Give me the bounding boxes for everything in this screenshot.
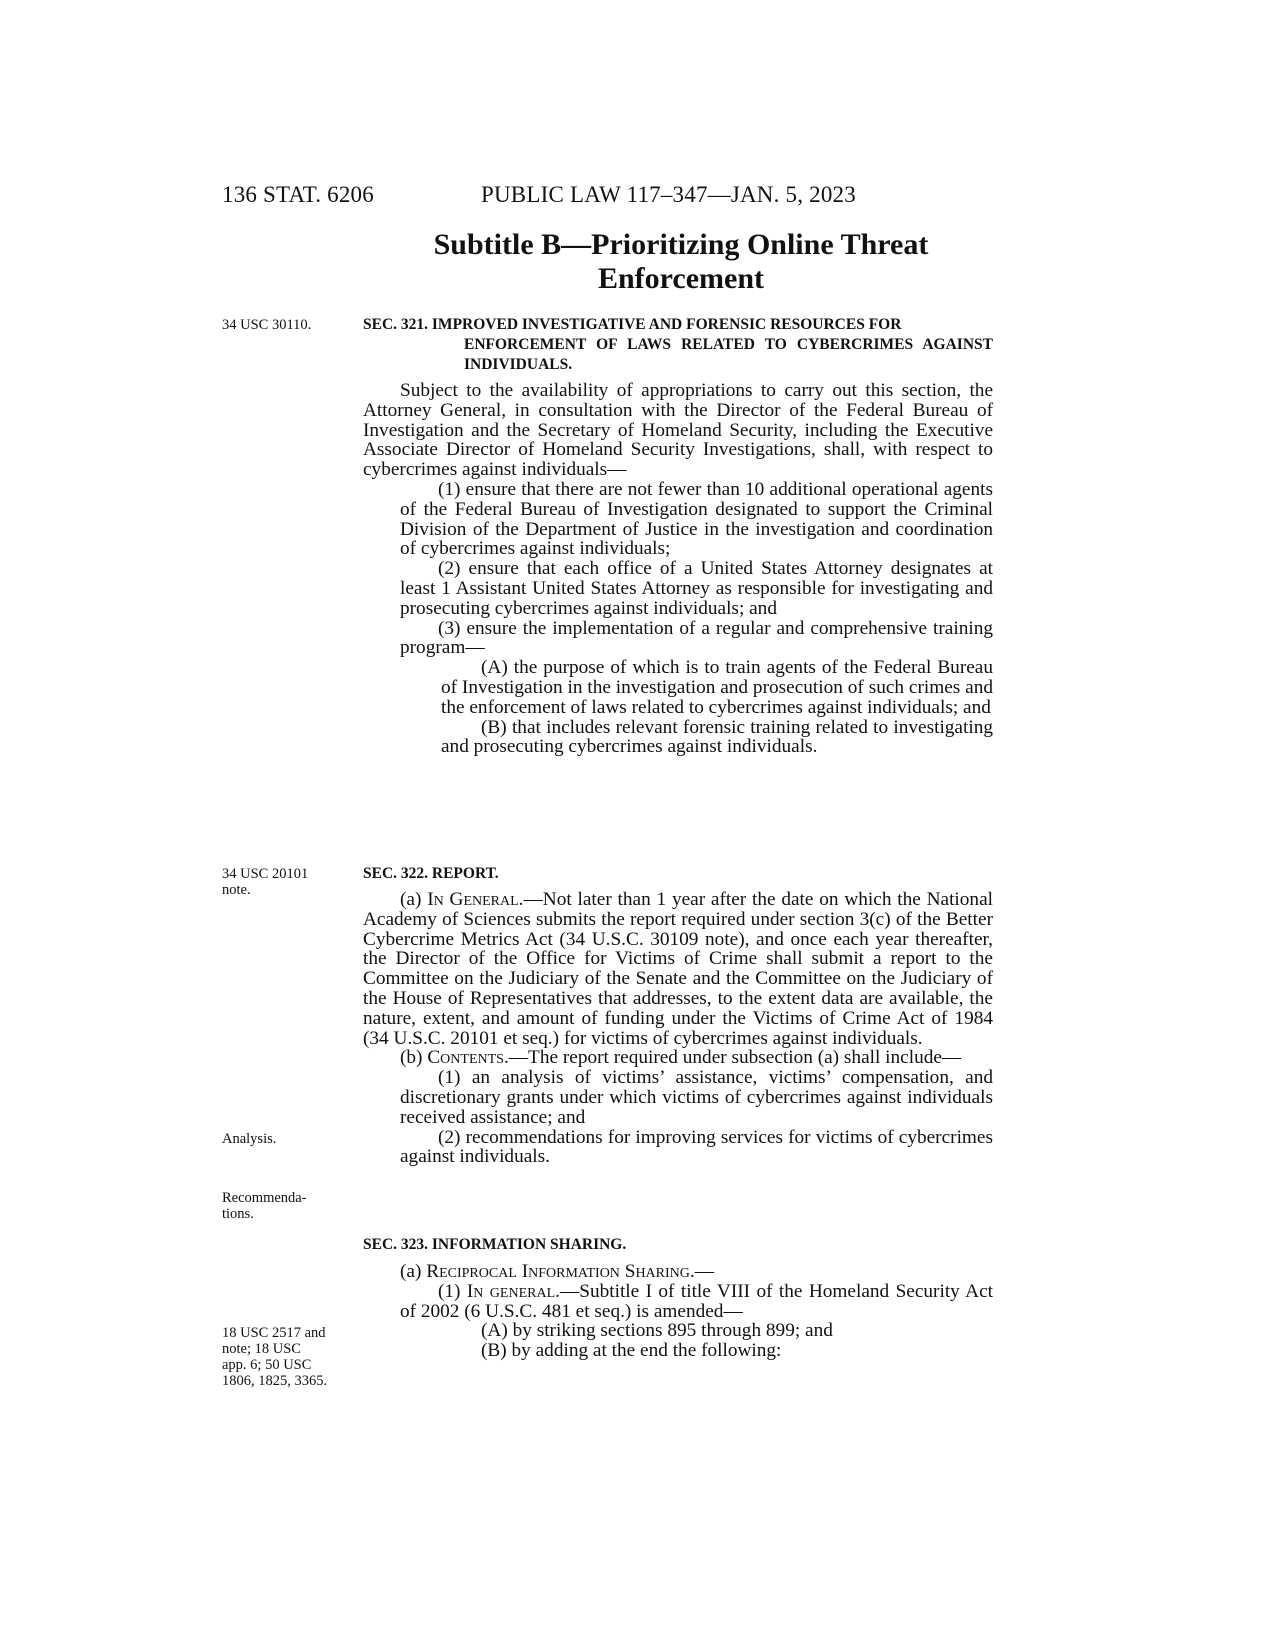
sec-322-para-2: (2) recommendations for improving services for victims of cybercrimes against individuals. xyxy=(400,1126,993,1168)
subsection-text: .—The report required under subsection (a) shall include— xyxy=(503,1047,962,1069)
sec-321-intro: Subject to the availability of appropriations to carry out this section, the Attorney General, in consultation with the Director of the Federal Bureau of Investigation and the Secretary of Homeland Security, including the Executive Associate Director of Homeland Security Investigations, shall, with respect to cybercrimes against individuals— xyxy=(363,380,993,481)
sec-323-heading: SEC. 323. INFORMATION SHARING. xyxy=(363,1236,627,1253)
subsection-title: In General xyxy=(427,889,519,910)
margin-note-line: app. 6; 50 USC xyxy=(222,1357,312,1373)
subsection-title: Contents xyxy=(427,1047,504,1069)
sec-323-subpara-b: (B) by adding at the end the following: xyxy=(481,1340,782,1362)
sec-321-subpara-b: (B) that includes relevant forensic training related to investigating and prosecuting cybercrimes against individuals. xyxy=(441,716,993,758)
sec-321-subpara-a: (A) the purpose of which is to train agents of the Federal Bureau of Investigation in the investigation and prosecution of such crimes and the enforcement of laws related to cybercrimes against individuals; and xyxy=(441,657,993,718)
paragraph-text: .—Subtitle I of title VIII of the Homeland Security Act of 2002 (6 U.S.C. 481 et seq.) is amended— xyxy=(400,1280,993,1322)
subsection-label: (b) xyxy=(400,1047,428,1069)
subtitle-line-1: Subtitle B—Prioritizing Online Threat xyxy=(433,228,929,261)
page-stat-citation: 136 STAT. 6206 xyxy=(222,182,374,207)
sec-321-heading xyxy=(363,315,993,374)
margin-note-34usc20101 xyxy=(222,866,347,898)
sec-323-subpara-a: (A) by striking sections 895 through 899; and xyxy=(481,1320,833,1342)
margin-note-line: note. xyxy=(222,882,251,898)
subsection-text: .—Not later than 1 year after the date on which the National Academy of Sciences submits the report required under section 3(c) of the Better Cybercrime Metrics Act (34 U.S.C. 30109 note), and once each year thereafter, the Director of the Office for Victims of Crime shall submit a report to the Committee on the Judiciary of the Senate and the Committee on the Judiciary of the House of Representatives that addresses, to the extent data are available, the nature, extent, and amount of funding under the Victims of Crime Act of 1984 (34 U.S.C. 20101 et seq.) for victims of cybercrimes against individuals. xyxy=(363,889,993,1049)
margin-note-line: 34 USC 20101 xyxy=(222,866,309,882)
paragraph-title: In general xyxy=(466,1280,556,1302)
paragraph-label: (1) xyxy=(438,1280,467,1302)
margin-note-34usc30110: 34 USC 30110. xyxy=(222,317,312,333)
sec-323-para-1 xyxy=(363,1282,993,1322)
sec-322-subsection-a xyxy=(363,890,993,1048)
subtitle-line-2: Enforcement xyxy=(597,262,765,295)
sec-321-heading-line1: SEC. 321. IMPROVED INVESTIGATIVE AND FORENSIC RESOURCES FOR xyxy=(363,316,902,333)
sec-321-heading-continuation: ENFORCEMENT OF LAWS RELATED TO CYBERCRIMES AGAINST INDIVIDUALS. xyxy=(464,335,993,373)
margin-note-18usc2517 xyxy=(222,1325,347,1389)
margin-note-line: note; 18 USC xyxy=(222,1341,301,1357)
sec-322-para-1: (1) an analysis of victims’ assistance, victims’ compensation, and discretionary grants under which victims of cybercrimes against individuals received assistance; and xyxy=(400,1067,993,1128)
margin-note-recommendations xyxy=(222,1190,347,1222)
sec-322-heading: SEC. 322. REPORT. xyxy=(363,865,499,882)
sec-322-subsection-b xyxy=(363,1048,993,1068)
margin-note-line: 18 USC 2517 and xyxy=(222,1325,326,1341)
sec-321-body xyxy=(363,381,993,757)
margin-note-line: Recommenda- xyxy=(222,1190,307,1206)
sec-323-subsection-a xyxy=(363,1262,993,1282)
sec-321-para-2: (2) ensure that each office of a United States Attorney designates at least 1 Assistant United States Attorney as responsible for investigating and prosecuting cybercrimes against individuals; and xyxy=(400,558,993,619)
sec-321-para-1: (1) ensure that there are not fewer than 10 additional operational agents of the Federal Bureau of Investigation designated to support the Criminal Division of the Department of Justice in the investigation and coordination of cybercrimes against individuals; xyxy=(400,478,993,560)
subsection-dash: .— xyxy=(689,1261,715,1282)
margin-note-line: tions. xyxy=(222,1206,254,1222)
sec-322-body xyxy=(363,890,993,1167)
sec-321-para-3: (3) ensure the implementation of a regular and comprehensive training program— xyxy=(400,617,993,659)
subtitle-heading xyxy=(370,228,992,296)
subsection-label: (a) xyxy=(400,889,428,910)
sec-323-body xyxy=(363,1262,993,1361)
public-law-header: PUBLIC LAW 117–347—JAN. 5, 2023 xyxy=(481,182,856,207)
subsection-label: (a) xyxy=(400,1261,427,1282)
subsection-title: Reciprocal Information Sharing xyxy=(426,1261,690,1282)
margin-note-line: 1806, 1825, 3365. xyxy=(222,1373,328,1389)
margin-note-analysis: Analysis. xyxy=(222,1131,277,1147)
